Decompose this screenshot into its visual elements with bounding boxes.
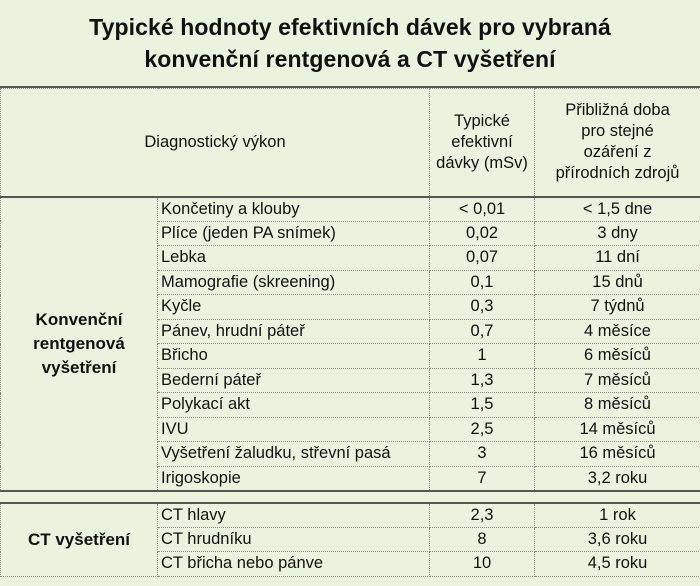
dose-cell: 0,7 [430,319,535,344]
dose-cell: 2,5 [430,417,535,442]
group-label-line: rentgenová [33,333,125,353]
time-cell: 3 dny [535,221,700,246]
header-dose-line: efektivní [451,132,513,151]
time-cell: 7 měsíců [535,368,700,393]
dose-cell: 7 [430,466,535,491]
time-cell: 4,5 roku [535,552,700,577]
procedure-cell: Pánev, hrudní páteř [158,319,430,344]
procedure-cell: Končetiny a klouby [158,197,430,222]
dose-cell: < 0,01 [430,197,535,222]
dose-cell: 3 [430,442,535,467]
dose-cell: 8 [430,527,535,552]
procedure-cell: Kyčle [158,295,430,320]
dose-cell: 0,3 [430,295,535,320]
separator-cell [1,491,700,503]
dose-cell: 1,5 [430,393,535,418]
header-time-line: přírodních zdrojů [555,164,680,183]
table-row [1,197,700,222]
procedure-cell: Polykací akt [158,393,430,418]
dose-cell: 1,3 [430,368,535,393]
dose-cell: 2,3 [430,503,535,528]
time-cell: 16 měsíců [535,442,700,467]
procedure-cell: IVU [158,417,430,442]
procedure-cell: CT hlavy [158,503,430,528]
time-cell: 3,2 roku [535,466,700,491]
group-label-line: CT vyšetření [27,529,131,549]
table-row [1,503,700,528]
procedure-cell: Bederní páteř [158,368,430,393]
group-label-line: vyšetření [41,357,117,377]
header-time-line: pro stejné [581,122,654,141]
group-label [1,197,158,491]
title-line-2: konvenční rentgenová a CT vyšetření [144,46,556,72]
dose-cell: 10 [430,552,535,577]
time-cell: 11 dní [535,246,700,271]
procedure-cell: Plíce (jeden PA snímek) [158,221,430,246]
procedure-cell: Mamografie (skreening) [158,270,430,295]
procedure-cell: Irigoskopie [158,466,430,491]
time-cell: 15 dnů [535,270,700,295]
procedure-cell: CT břicha nebo pánve [158,552,430,577]
dose-table [0,88,700,577]
dose-cell: 0,07 [430,246,535,271]
table-header-row [1,89,700,197]
header-dose-line: dávky (mSv) [436,153,528,172]
header-dose [430,89,535,197]
time-cell: 3,6 roku [535,527,700,552]
time-cell: < 1,5 dne [535,197,700,222]
time-cell: 6 měsíců [535,344,700,369]
header-dose-line: Typické [454,111,510,130]
dose-cell: 0,1 [430,270,535,295]
group-label [1,503,158,577]
time-cell: 1 rok [535,503,700,528]
procedure-cell: CT hrudníku [158,527,430,552]
time-cell: 7 týdnů [535,295,700,320]
page-title [0,0,700,88]
time-cell: 8 měsíců [535,393,700,418]
header-time [535,89,700,197]
time-cell: 14 měsíců [535,417,700,442]
header-time-line: ozáření z [583,143,652,162]
time-cell: 4 měsíce [535,319,700,344]
procedure-cell: Břicho [158,344,430,369]
dose-cell: 1 [430,344,535,369]
header-time-line: Přibližná doba [565,101,670,120]
procedure-cell: Lebka [158,246,430,271]
group-label-line: Konvenční [35,309,123,329]
title-line-1: Typické hodnoty efektivních dávek pro vybraná [89,14,611,40]
header-procedure: Diagnostický výkon [1,89,430,197]
section-separator [1,491,700,503]
procedure-cell: Vyšetření žaludku, střevní pasá [158,442,430,467]
dose-cell: 0,02 [430,221,535,246]
